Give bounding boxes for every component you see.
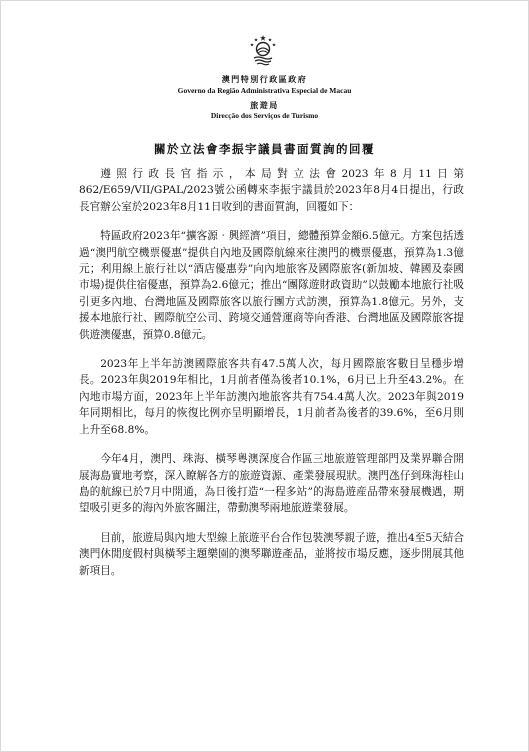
document-title: 關於立法會李振宇議員書面質詢的回覆 — [154, 142, 375, 156]
paragraph: 特區政府2023年“擴客源‧興經濟”項目，總體預算金額6.5億元。方案包括透過“澳門航空機票優惠”提供自內地及國際航線來往澳門的機票優惠，預算為1.3億元；利用線上旅行社以“酒店優惠券”向內地旅客及國際旅客(新加坡、韓國及泰國市場)提供住宿優惠，預算為2.6億元；推出“團隊遊財政資助”以鼓勵本地旅行社吸引更多內地、台灣地區及國際旅客以旅行團方式訪澳，預算為1.8億元。另外，支援本地旅行社、國際航空公司、跨境交通營運商等向香港、台灣地區及國際旅客提供遊澳優惠，預算0.8億元。 — [79, 230, 464, 341]
department-name-portuguese: Direcção dos Serviços de Turismo — [210, 111, 319, 120]
paragraph: 遵照行政長官指示，本局對立法會2023年8月11日第862/E659/VII/GPAL/2023號公函轉來李振宇議員於2023年8月4日提出，行政長官辦公室於2023年8月11日收到的書面質詢，回覆如下： — [79, 168, 464, 213]
department-name-chinese: 旅遊局 — [250, 100, 279, 110]
macau-emblem-icon — [245, 32, 281, 68]
document-body — [79, 166, 464, 592]
paragraph: 今年4月，澳門、珠海、橫琴粵澳深度合作區三地旅遊管理部門及業界聯合開展海島實地考察，深入瞭解各方的旅遊資源、產業發展現狀。澳門氹仔到珠海桂山島的航線已於7月中開通，為日後打造“一程多站”的海島遊産品帶來發展機遇，期望吸引更多的海內外旅客關注，帶動澳琴兩地旅遊業發展。 — [79, 453, 464, 515]
paragraph: 2023年上半年訪澳國際旅客共有47.5萬人次，每月國際旅客數目呈穩步增長。2023年與2019年相比，1月前者僅為後者10.1%，6月已上升至43.2%。在內地市場方面，2023年上半年訪澳內地旅客共有754.4萬人次。2023年與2019年同期相比，每月的恢復比例亦呈明顯增長，1月前者為後者的39.6%，至6月則上升至68.8%。 — [79, 358, 464, 436]
org-name-portuguese: Governo da Região Administrativa Especial de Macau — [177, 86, 352, 95]
org-name-chinese: 澳門特別行政區政府 — [221, 74, 308, 84]
paragraph: 目前，旅遊局與內地大型線上旅遊平台合作包裝澳琴親子遊，推出4至5天結合澳門休閒度假村與橫琴主題樂園的澳琴聯遊產品，並將按市場反應，逐步開展其他新項目。 — [79, 531, 464, 577]
